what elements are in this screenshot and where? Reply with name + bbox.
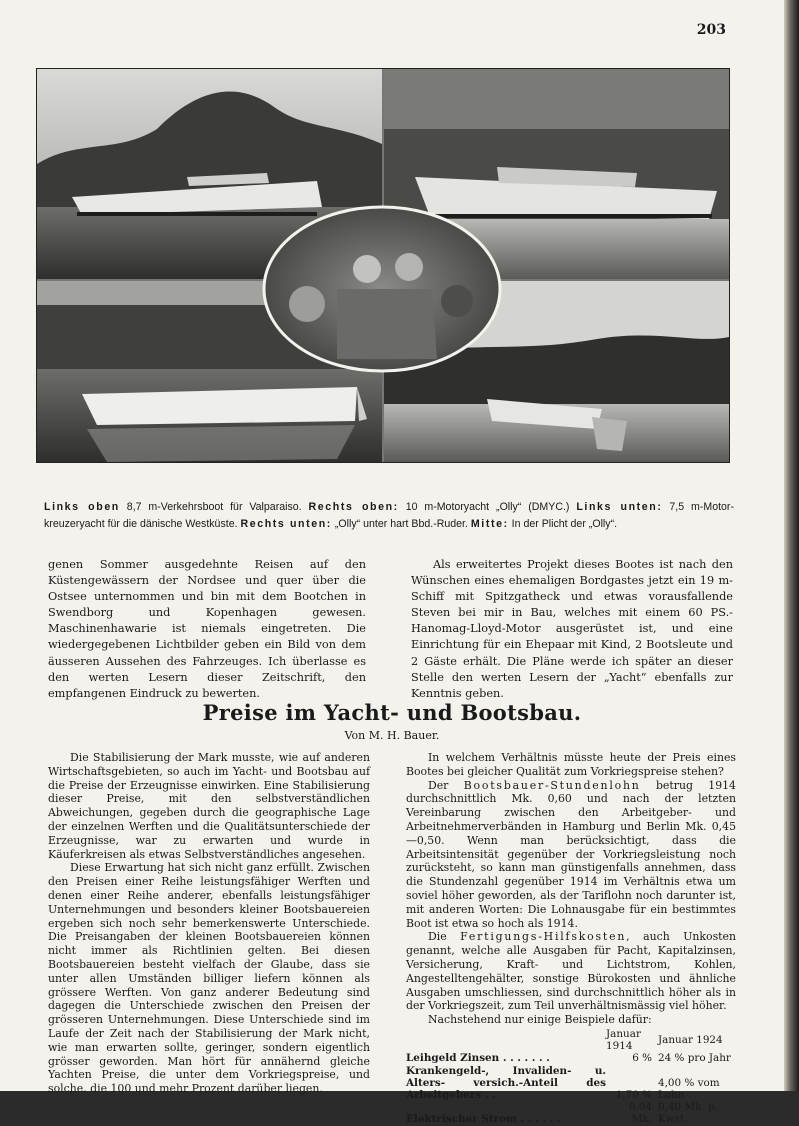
table-header-1914: Januar 1914 — [606, 1027, 641, 1053]
emphasized-term: Bootsbauer-Stundenlohn — [463, 778, 641, 792]
book-spine-shadow — [784, 0, 799, 1091]
table-cell-1924: 0,40 Mk. p. Kwst. — [658, 1101, 718, 1126]
previous-article-left-column — [48, 557, 366, 702]
photo-collage-graphic — [37, 69, 729, 462]
caption-text-top-right: 10 m-Motoryacht „Olly“ (DMYC.) — [398, 501, 577, 513]
page-number: 203 — [696, 22, 726, 38]
table-cell-1924: 4,00 % vom Lohn — [658, 1076, 720, 1101]
article-paragraph: Die Stabilisierung der Mark musste, wie auf anderen Wirtschaftsgebieten, so auch im Yacht- und Bootsbau auf die Preise der Erzeugnisse einwirken. Eine Stabilisierung dieser Preise, mit den selbstverständlichen Abweichungen, gegeben durch die geographische Lage der einzelnen Werften und die Qualitätsunterschiede der Erzeugnisse, war zu erwarten und wurde in Käuferkreisen als etwas Selbstverständliches angesehen. — [48, 751, 370, 861]
caption-text-bottom-right: „Olly“ unter hart Bbd.-Ruder. — [331, 518, 471, 530]
article-left-column — [48, 751, 370, 1096]
article-paragraph: Diese Erwartung hat sich nicht ganz erfüllt. Zwischen den Preisen einer Reihe leistungsfähiger Werften und denen einer Reihe anderer, ebenfalls leistungsfähiger Unternehmungen und besonders kleiner Bootsbauereien ergeben sich noch sehr bemerkenswerte Unterschiede. Die Preisangaben der kleinen Bootsbauereien können nicht immer als Richtlinien gelten. Bei diesen Bootsbauereien besteht vielfach der Glaube, dass sie unter allen Umständen billiger liefern können als grössere Werften. Von ganz anderer Bedeutung sind dagegen die Unterschiede zwischen den Preisen der grösseren Unternehmungen. Diese Unterschiede sind im Laufe der Zeit nach der Stabilisierung der Mark nicht, wie man erwarten sollte, geringer, sondern eigentlich grösser geworden. Man hört für annähernd gleiche Yachten Preise, die unter dem Vorkriegspreise, und solche, die 100 und mehr Prozent darüber liegen. — [48, 861, 370, 1096]
article-paragraph: In welchem Verhältnis müsste heute der Preis eines Bootes bei gleicher Qualität zum Vorkriegspreise stehen? — [406, 751, 736, 778]
previous-article-right-text: Als erweitertes Projekt dieses Bootes ist nach den Wünschen eines ehemaligen Bordgastes jetzt ein 19 m-Schiff mit Spitzgatheck und etwas vorausfallende Steven bei mir in Bau, welches mit einem 60 PS.-Hanomag-Lloyd-Motor ausgerüstet ist, und eine Einrichtung für ein Ehepaar mit Kind, 2 Bootsleute und 2 Gäste erhält. Die Pläne werde ich später an dieser Stelle den werten Lesern der „Yacht“ ebenfalls zur Kenntnis geben. — [411, 558, 733, 700]
table-row — [406, 1101, 736, 1125]
photo-caption — [44, 499, 734, 533]
photo-center-oval — [264, 207, 500, 371]
table-row-label: Elektrischer Strom . . . . . . — [406, 1113, 561, 1126]
caption-text-top-left: 8,7 m-Verkehrsboot für Valparaiso. — [119, 501, 309, 513]
table-header-row — [406, 1028, 736, 1052]
cost-comparison-table — [406, 1028, 736, 1126]
paragraph-body: betrug 1914 durchschnittlich Mk. 0,60 und nach der letzten Vereinbarung zwischen den Arbeitgeber- und Arbeitnehmerverbänden in Hamburg und Berlin Mk. 0,45—0,50. Wenn man berücksichtigt, dass die Arbeitsintensität gegenüber der Vorkriegsleistung noch zurücksteht, so kann man günstigenfalls annehmen, dass die Stundenzahl gegenüber 1914 im Verhältnis etwa um soviel höher geworden, als der Tariflohn noch darunter ist, mit anderen Worten: Die Lohnausgabe für ein bestimmtes Boot ist etwa so hoch als 1914. — [406, 778, 736, 930]
table-row — [406, 1065, 736, 1102]
caption-label-top-left: Links oben — [44, 501, 120, 513]
caption-label-bottom-left: Links unten: — [576, 501, 663, 513]
article-author: Von M. H. Bauer. — [344, 729, 440, 742]
article-paragraph — [406, 930, 736, 1013]
caption-text-center: In der Plicht der „Olly“. — [508, 518, 618, 530]
caption-label-center: Mitte: — [470, 518, 509, 530]
photo-collage — [36, 68, 730, 463]
table-row-label: Leihgeld Zinsen . . . . . . . — [406, 1052, 550, 1065]
table-cell-1914: 6 % — [632, 1052, 652, 1065]
emphasized-term: Fertigungs-Hilfskosten — [460, 930, 627, 944]
article-paragraph: Nachstehend nur einige Beispiele dafür: — [428, 1013, 652, 1027]
table-cell-1914: 0,04 Mk. — [628, 1101, 652, 1126]
paragraph-body: , auch Unkosten genannt, welche alle Ausgaben für Pacht, Kapitalzinsen, Versicherung, Kraft- und Lichtstrom, Kohlen, Angestelltengehälter, sonstige Bürokosten und ähnliche Ausgaben umschliessen, sind durchschnittlich höher als in der Vorkriegszeit, zum Teil unverhältnismässig viel höher. — [406, 930, 737, 1013]
article-paragraph — [406, 779, 736, 931]
table-header-1924: Januar 1924 — [658, 1034, 723, 1047]
paragraph-lead: Der — [428, 778, 464, 792]
table-cell-1924: 24 % pro Jahr — [658, 1052, 731, 1065]
caption-text-bottom-left: 7,5 m-Motor- kreuzeryacht für die dänische Westküste. — [44, 501, 734, 530]
paragraph-lead: Die — [428, 930, 461, 944]
table-cell-1914: 1,70 % — [615, 1088, 652, 1101]
article-right-column — [406, 751, 736, 1126]
article-title: Preise im Yacht- und Bootsbau. — [202, 700, 582, 725]
table-row-label: Krankengeld-, Invaliden- u. Alters- versich.-Anteil des Arbeitgebers . . — [406, 1064, 606, 1101]
table-row — [406, 1052, 736, 1064]
table-header-empty — [406, 1028, 606, 1052]
caption-label-bottom-right: Rechts unten: — [240, 518, 332, 530]
previous-article-right-column — [411, 557, 733, 702]
caption-label-top-right: Rechts oben: — [308, 501, 399, 513]
previous-article-left-text: genen Sommer ausgedehnte Reisen auf den Küstengewässern der Nordsee und quer über die Ostsee unternommen und bin mit dem Bootchen in Swendborg und Kopenhagen gewesen. Maschinenhawarie ist niemals eingetreten. Die wiedergegebenen Lichtbilder geben ein Bild von dem äusseren Aussehen des Fahrzeuges. Ich überlasse es den werten Lesern dieser Zeitschrift, den empfangenen Eindruck zu bewerten. — [48, 558, 366, 700]
